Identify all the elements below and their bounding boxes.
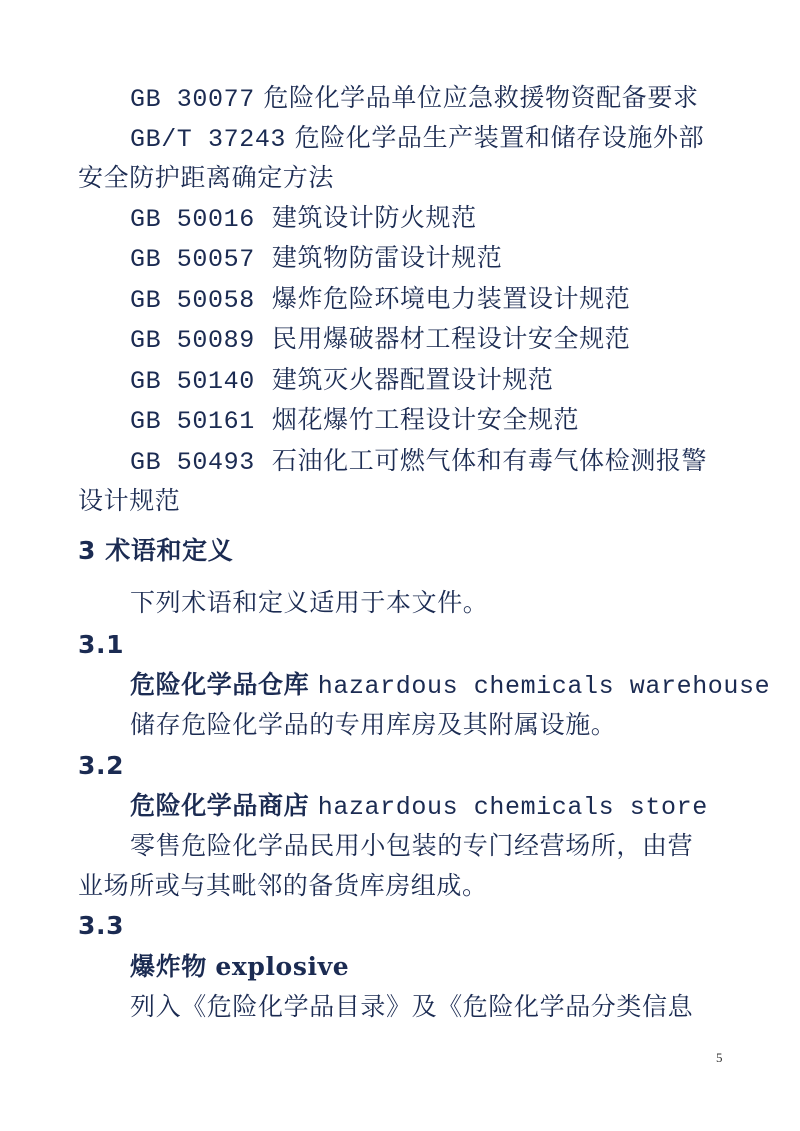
section-heading: 3 术语和定义 xyxy=(78,536,234,565)
standard-title-continuation: 设计规范 xyxy=(78,486,181,515)
standard-code: GB 50140 xyxy=(130,367,255,396)
term-number: 3.3 xyxy=(78,911,125,940)
standard-title-continuation: 安全防护距离确定方法 xyxy=(78,163,335,192)
standard-code: GB 50057 xyxy=(130,245,255,274)
standard-item xyxy=(130,319,630,361)
standard-item xyxy=(130,198,477,240)
term-title xyxy=(130,786,708,828)
term-number: 3.2 xyxy=(78,751,125,780)
standard-title: 民用爆破器材工程设计安全规范 xyxy=(271,324,631,353)
section-intro: 下列术语和定义适用于本文件。 xyxy=(130,588,489,617)
standard-code: GB 50161 xyxy=(130,407,255,436)
term-cn: 爆炸物 xyxy=(130,952,207,981)
term-definition-continuation: 业场所或与其毗邻的备货库房组成。 xyxy=(78,871,488,900)
standard-code: GB 50016 xyxy=(130,205,255,234)
standard-code: GB 50058 xyxy=(130,286,255,315)
term-number: 3.1 xyxy=(78,630,125,659)
term-en: hazardous chemicals warehouse xyxy=(317,672,771,701)
standard-title: 爆炸危险环境电力装置设计规范 xyxy=(271,284,631,313)
standard-title: 危险化学品生产装置和储存设施外部 xyxy=(294,123,705,152)
standard-title: 建筑物防雷设计规范 xyxy=(271,243,503,272)
term-en: explosive xyxy=(215,952,350,981)
standard-title: 建筑灭火器配置设计规范 xyxy=(271,365,554,394)
standard-title: 烟花爆竹工程设计安全规范 xyxy=(271,405,580,434)
term-definition: 储存危险化学品的专用库房及其附属设施。 xyxy=(130,710,617,739)
standard-item xyxy=(130,279,630,321)
term-cn: 危险化学品商店 xyxy=(130,791,310,820)
term-definition: 零售危险化学品民用小包装的专门经营场所，由营 xyxy=(130,831,694,860)
page-number: 5 xyxy=(716,1050,723,1065)
standard-code: GB 30077 xyxy=(130,85,255,114)
standard-item xyxy=(130,441,707,483)
standard-item xyxy=(130,238,502,280)
term-en: hazardous chemicals store xyxy=(317,793,708,822)
term-title xyxy=(130,665,770,707)
standard-title: 危险化学品单位应急救援物资配备要求 xyxy=(263,83,699,112)
standard-code: GB/T 37243 xyxy=(130,125,287,154)
standard-item xyxy=(130,360,554,402)
standard-code: GB 50089 xyxy=(130,326,255,355)
standard-item xyxy=(130,78,699,120)
term-title xyxy=(130,947,349,987)
standard-title: 建筑设计防火规范 xyxy=(271,203,477,232)
standard-title: 石油化工可燃气体和有毒气体检测报警 xyxy=(271,446,708,475)
standard-item xyxy=(130,400,579,442)
standard-code: GB 50493 xyxy=(130,448,255,477)
standard-item xyxy=(130,118,704,160)
term-definition: 列入《危险化学品目录》及《危险化学品分类信息 xyxy=(130,992,694,1021)
term-cn: 危险化学品仓库 xyxy=(130,670,310,699)
